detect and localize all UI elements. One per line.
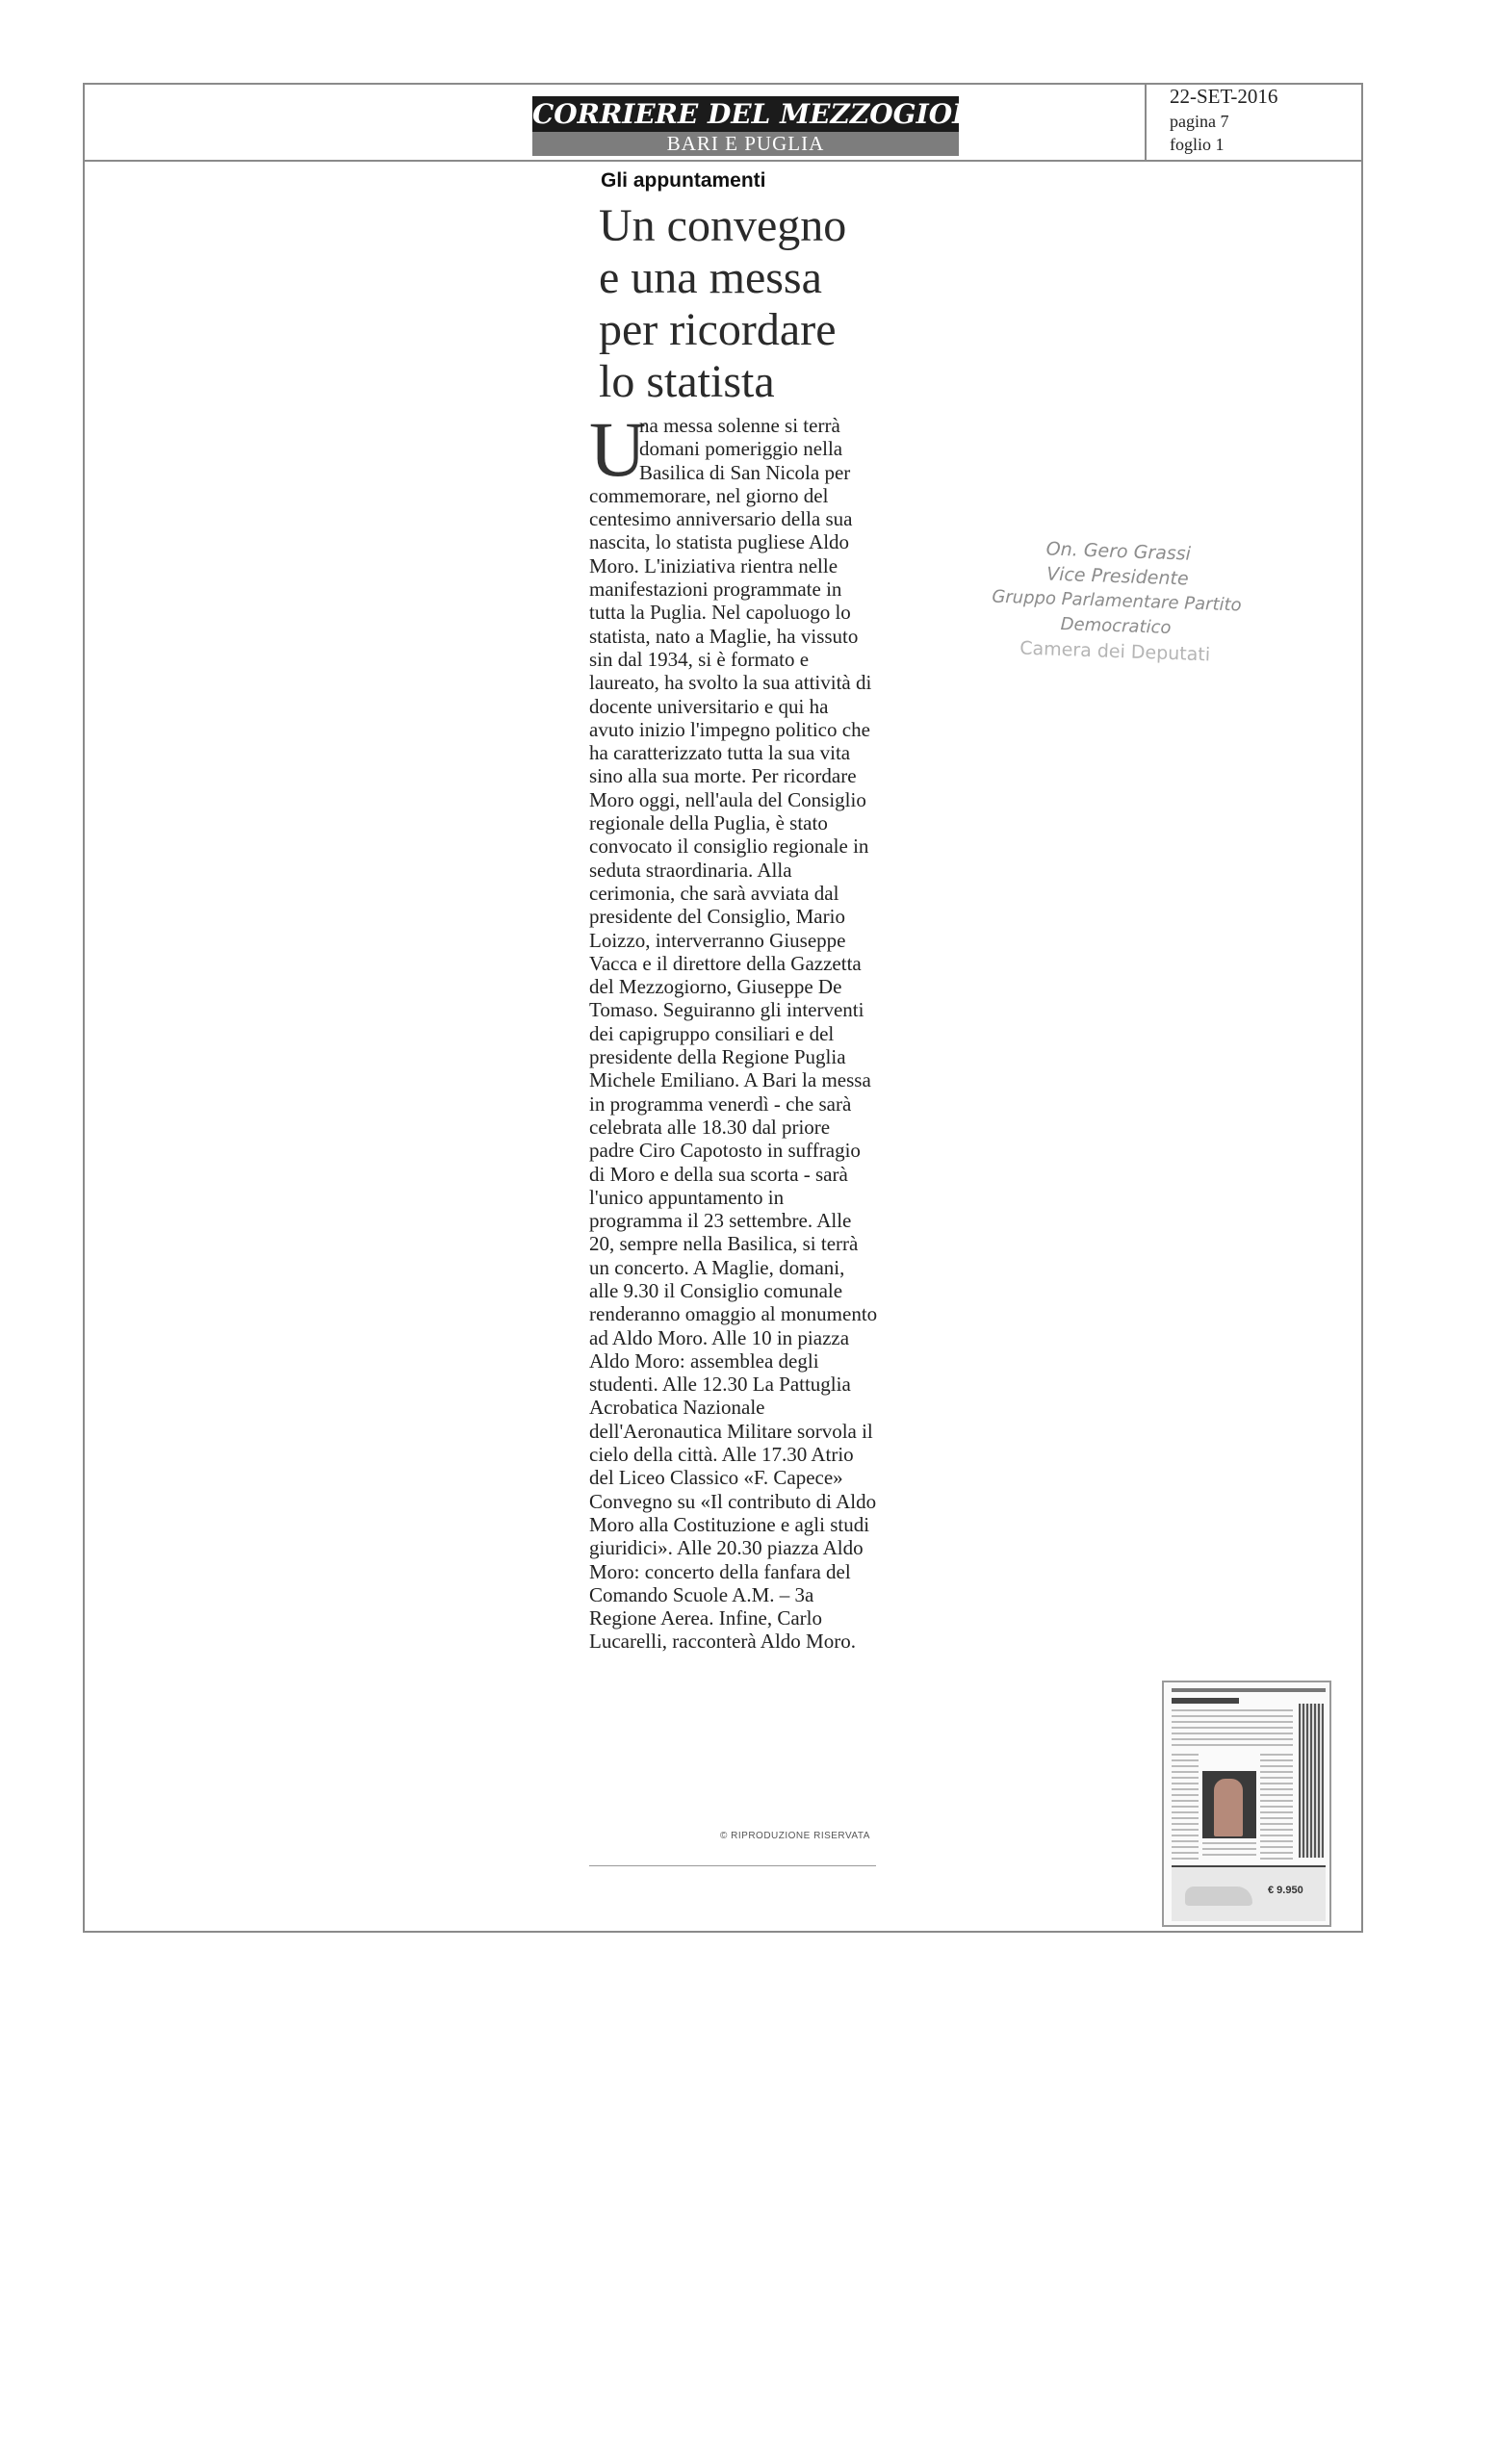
- clipping-page: pagina 7: [1170, 112, 1229, 131]
- thumb-header: [1172, 1688, 1326, 1692]
- stamp-line: Gruppo Parlamentare Partito Democratico: [992, 586, 1242, 638]
- clipping-sheet: foglio 1: [1170, 135, 1225, 154]
- headline-line: lo statista: [599, 356, 775, 407]
- page-thumbnail: [1162, 1681, 1331, 1927]
- stamp-line: Vice Presidente: [1045, 563, 1190, 590]
- newspaper-masthead: [532, 96, 1023, 156]
- clipping-date: 22-SET-2016: [1170, 85, 1278, 108]
- article-headline: [599, 200, 945, 408]
- masthead-title: CORRIERE DEL MEZZOGIORNO: [532, 98, 1023, 130]
- thumb-section: [1172, 1698, 1239, 1704]
- headline-line: e una messa: [599, 252, 822, 303]
- headline-line: per ricordare: [599, 304, 837, 355]
- thumb-text-block: [1202, 1842, 1256, 1860]
- article-kicker: Gli appuntamenti: [601, 169, 766, 192]
- masthead-edition: BARI E PUGLIA: [532, 132, 959, 156]
- deputy-stamp: [941, 533, 1292, 670]
- article-text: na messa solenne si terrà domani pomeriggio nella Basilica di San Nicola per commemorare, nel giorno del centesimo anniversario della sua nascita, lo statista pugliese Aldo Moro. L'iniziativa rientra nelle manifestazioni programmate in tutta la Puglia. Nel capoluogo lo statista, nato a Maglie, ha vissuto sin dal 1934, si è formato e laureato, ha svolto la sua attività di docente universitario e qui ha avuto inizio l'impegno politico che ha caratterizzato tutta la sua vita sino alla sua morte. Per ricordare Moro oggi, nell'aula del Consiglio regionale della Puglia, è stato convocato il consiglio regionale in seduta straordinaria. Alla cerimonia, che sarà avviata dal presidente del Consiglio, Mario Loizzo, interverranno Giuseppe Vacca e il direttore della Gazzetta del Mezzogiorno, Giuseppe De Tomaso. Seguiranno gli interventi dei capigruppo consiliari e del presidente della Regione Puglia Michele Emiliano. A Bari la messa in programma venerdì - che sarà celebrata alle 18.30 dal priore padre Ciro Capotosto in suffragio di Moro e della sua scorta - sarà l'unico appuntamento in programma il 23 settembre. Alle 20, sempre nella Basilica, si terrà un concerto. A Maglie, domani, alle 9.30 il Consiglio comunale renderanno omaggio al monumento ad Aldo Moro. Alle 10 in piazza Aldo Moro: assemblea degli studenti. Alle 12.30 La Pattuglia Acrobatica Nazionale dell'Aeronautica Militare sorvola il cielo della città. Alle 17.30 Atrio del Liceo Classico «F. Capece» Convegno su «Il contributo di Aldo Moro alla Costituzione e agli studi giuridici». Alle 20.30 piazza Aldo Moro: concerto della fanfara del Comando Scuole A.M. – 3a Regione Aerea. Infine, Carlo Lucarelli, racconterà Aldo Moro.: [589, 414, 878, 1654]
- stamp-line: On. Gero Grassi: [1045, 538, 1192, 565]
- article-end-rule: [589, 1865, 876, 1866]
- article-body: [589, 405, 878, 1654]
- thumb-barcode: [1299, 1704, 1324, 1858]
- headline-line: Un convegno: [599, 200, 847, 251]
- thumb-text-block: [1172, 1709, 1293, 1748]
- thumb-car-image: [1185, 1886, 1252, 1906]
- stamp-line: Camera dei Deputati: [1019, 637, 1211, 666]
- clipping-meta: [1145, 83, 1363, 160]
- thumb-portrait: [1214, 1779, 1243, 1836]
- header-divider: [83, 160, 1363, 162]
- thumb-text-block: [1172, 1754, 1199, 1860]
- thumb-price: € 9.950: [1268, 1885, 1303, 1896]
- drop-cap: U: [589, 405, 647, 493]
- copyright-notice: © RIPRODUZIONE RISERVATA: [720, 1831, 870, 1841]
- thumb-text-block: [1260, 1754, 1293, 1860]
